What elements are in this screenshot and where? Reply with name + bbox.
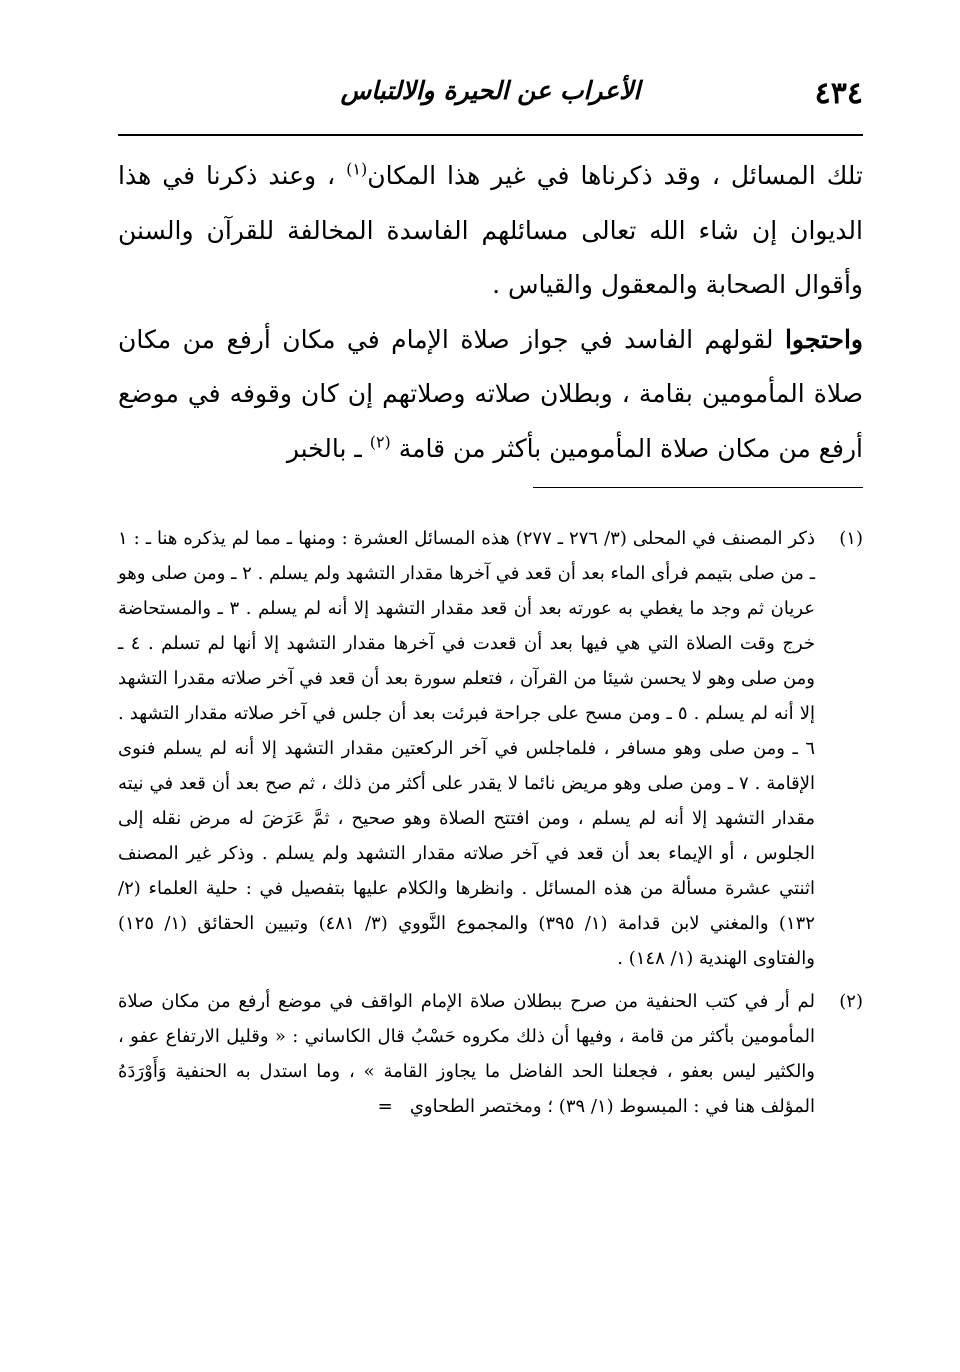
paragraph — [118, 149, 863, 313]
paragraph-text: لقولهم الفاسد في جواز صلاة الإمام في مكان أرفع من مكان صلاة المأمومين بقامة ، وبطلان صلاته وصلاتهم إن كان وقوفه في موضع أرفع من مكان صلاة المأمومين بأكثر من قامة — [118, 324, 863, 463]
book-page — [118, 66, 863, 1316]
running-title: الأعراب عن الحيرة والالتباس — [340, 76, 641, 105]
footnote-text — [118, 984, 815, 1124]
footnote-reference[interactable]: (١) — [346, 159, 368, 179]
footnote-text: ذكر المصنف في المحلى (٣/ ٢٧٦ ـ ٢٧٧) هذه المسائل العشرة : ومنها ـ مما لم يذكره هنا ـ : ١ ـ من صلى بتيمم فرأى الماء بعد أن قعد في آخرها مقدار التشهد ولم يسلم . ٢ ـ ومن صلى وهو عريان ثم وجد ما يغطي به عورته بعد أن قعد مقدار التشهد إلا أنه لم يسلم . ٣ ـ والمستحاضة خرج وقت الصلاة التي هي فيها بعد أن قعدت في آخرها مقدار التشهد إلا أنها لم تسلم . ٤ ـ ومن صلى وهو لا يحسن شيئا من القرآن ، فتعلم سورة بعد أن قعد في آخر صلاته مقدرا التشهد إلا أنه لم يسلم . ٥ ـ ومن مسح على جراحة فبرئت بعد أن جلس في آخر صلاته مقدار التشهد . ٦ ـ ومن صلى وهو مسافر ، فلماجلس في آخر الركعتين مقدار التشهد إلا أنه لم يسلم فنوى الإقامة . ٧ ـ ومن صلى وهو مريض نائما لا يقدر على أكثر من ذلك ، ثم صح بعد أن قعد في نيته مقدار التشهد إلا أنه لم يسلم ، ومن افتتح الصلاة وهو صحيح ، ثمَّ عَرَضَ له مرض نقله إلى الجلوس ، أو الإيماء بعد أن قعد في آخر صلاته مقدار التشهد ولم يسلم . وذكر غير المصنف اثنتي عشرة مسألة من هذه المسائل . وانظرها والكلام عليها بتفصيل في : حلية العلماء (٢/ ١٣٢) والمغني لابن قدامة (١/ ٣٩٥) والمجموع النَّووي (٣/ ٤٨١) وتبيين الحقائق (١/ ١٢٥) والفتاوى الهندية (١/ ١٤٨) . — [118, 528, 816, 969]
paragraph-text: ، وعند ذكرنا في هذا الديوان إن شاء الله تعالى مسائلهم الفاسدة المخالفة للقرآن والسنن وأقوال الصحابة والمعقول والقياس . — [118, 161, 863, 299]
footnote-text-body: لم أر في كتب الحنفية من صرح ببطلان صلاة الإمام الواقف في موضع أرفع من مكان صلاة المأمومين بأكثر من قامة ، وفيها أن ذلك مكروه حَسْبُ قال الكاساني : « وقليل الارتفاع عفو ، والكثير ليس بعفو ، فجعلنا الحد الفاضل ما يجاوز القامة » ، وما استدل به الحنفية وَأَوْرَدَهُ المؤلف هنا في : المبسوط (١/ ٣٩) ؛ ومختصر الطحاوي — [118, 991, 815, 1117]
page-header — [118, 66, 863, 132]
footnote — [118, 984, 863, 1124]
footnote-marker: (١) — [839, 528, 863, 549]
page-number: ٤٣٤ — [814, 76, 863, 111]
footnotes — [118, 521, 863, 1132]
paragraph-text: تلك المسائل ، وقد ذكرناها في غير هذا المكان — [367, 161, 864, 190]
paragraph — [118, 313, 863, 477]
paragraph-text: ـ بالخبر — [286, 433, 370, 463]
footnote-marker: (٢) — [839, 991, 863, 1012]
header-rule — [118, 134, 863, 136]
footnote-reference[interactable]: (٢) — [369, 432, 391, 452]
paragraph-lead-word: واحتجوا — [784, 324, 863, 354]
footnote — [118, 521, 863, 976]
footnote-separator — [533, 487, 863, 488]
continuation-mark: = — [377, 1096, 393, 1117]
main-text — [118, 149, 863, 476]
